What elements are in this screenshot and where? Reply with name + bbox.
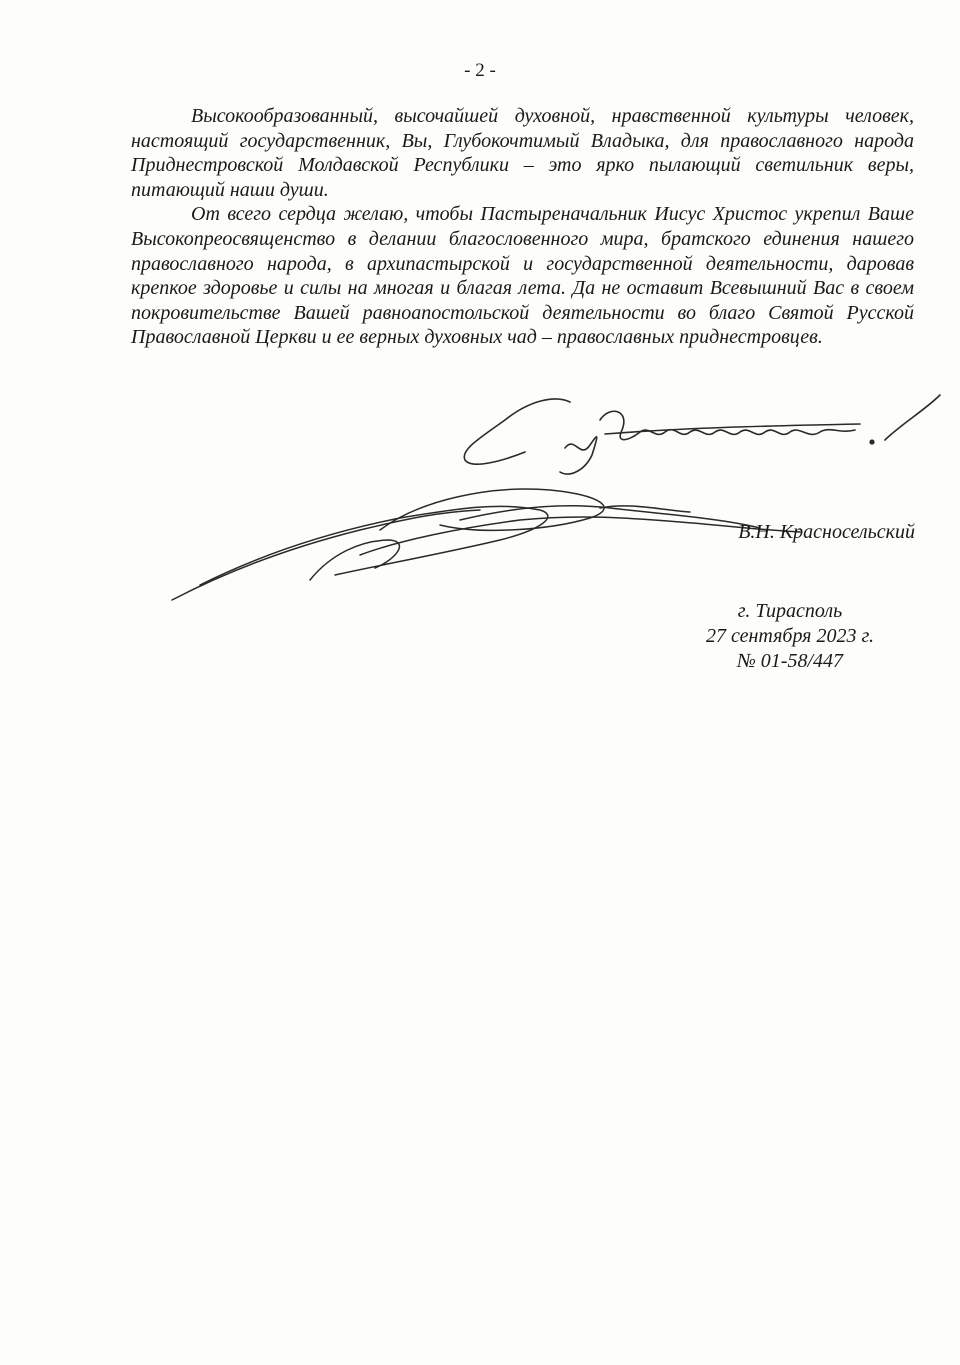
page-number: - 2 - bbox=[464, 60, 496, 81]
city: г. Тирасполь bbox=[737, 600, 843, 622]
paragraph-1: Высокообразованный, высочайшей духовной, нравственной культуры человек, настоящий государственник, Вы, Глубокочтимый Владыка, для православного народа Приднестровской Молдавской Республики – это ярко пылающий светильник веры, питающий наши души. bbox=[131, 105, 914, 201]
date: 27 сентября 2023 г. bbox=[705, 625, 875, 647]
signature-area bbox=[160, 390, 960, 620]
paragraph-2: От всего сердца желаю, чтобы Пастыреначальник Иисус Христос укрепил Ваше Высокопреосвященство в делании благословенного мира, братского единения нашего православного народа, в архипастырской и государственной деятельности, даровав крепкое здоровье и силы на многая и благая лета. Да не оставит Всевышний Вас в своем покровительстве Вашей равноапостольской деятельности во благо Святой Русской Православной Церкви и ее верных духовных чад – православных приднестровцев. bbox=[131, 203, 914, 349]
signer-name: В.Н. Красносельский bbox=[738, 521, 915, 543]
letter-body bbox=[131, 104, 914, 350]
place-date-block bbox=[700, 599, 880, 674]
signature-scribble bbox=[172, 489, 800, 600]
handwritten-greeting bbox=[160, 390, 960, 620]
reference-number: № 01-58/447 bbox=[736, 650, 844, 672]
